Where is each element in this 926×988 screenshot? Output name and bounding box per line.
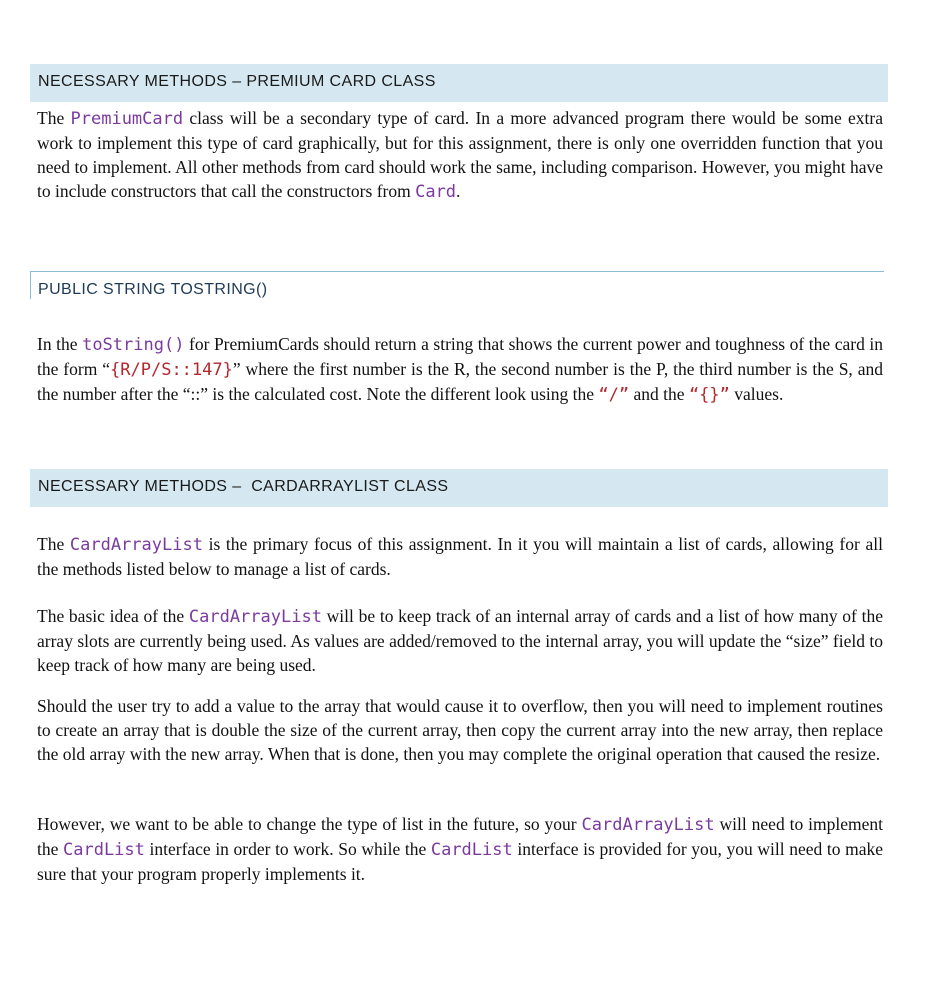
format-example: {R/P/S::147} [110,360,233,380]
text: values. [729,384,784,404]
text: The [37,534,70,554]
text: will need to implement the [37,814,883,859]
text: . [456,181,461,201]
text: will be to keep track of an internal array of cards and a list of how many of the array slots are currently being used. As values are added/removed to the internal array, you will update the “size” field to keep track of how many are being used. [37,606,883,675]
section-header-premium-card-text: NECESSARY METHODS – PREMIUM CARD CLASS [38,73,436,90]
section-header-cardarraylist [30,469,888,507]
code-cardarraylist: CardArrayList [69,535,203,555]
section-header-tostring [30,271,884,299]
text: interface in order to work. So while the [144,839,431,859]
slash-literal: “/” [598,385,630,405]
code-tostring: toString() [82,335,185,355]
code-premiumcard: PremiumCard [70,109,184,129]
code-cardarraylist: CardArrayList [188,607,322,627]
braces-literal: “{}” [688,385,730,405]
section-header-premium-card [30,64,888,102]
resize-paragraph [37,694,883,766]
text: for PremiumCards should return a string that shows the current power and toughness of the card in the form “ [37,334,883,379]
text: class will be a secondary type of card. In a more advanced program there would be some extra work to implement this type of card graphically, but for this assignment, there is only one overridden function that you need to implement. All other methods from card should work the same, including comparison. However, you might have to include constructors that call the constructors from [37,108,883,201]
text: Should the user try to add a value to the array that would cause it to overflow, then you will need to implement routines to create an array that is double the size of the current array, then copy the current array into the new array, then replace the old array with the new array. When that is done, then you may complete the original operation that caused the resize. [37,696,883,764]
text: ” where the first number is the R, the second number is the P, the third number is the S, and the number after the “::” is the calculated cost. Note the different look using the [37,359,884,404]
cardarraylist-intro-paragraph [37,532,883,581]
interface-paragraph [37,812,883,886]
premium-card-paragraph [37,106,883,204]
text: In the [37,334,83,354]
basic-idea-paragraph [37,604,883,677]
text: The basic idea of the [37,606,189,626]
code-cardlist: CardList [63,840,145,860]
code-cardlist: CardList [430,840,513,860]
text: and the [629,384,689,404]
section-header-tostring-text: PUBLIC STRING TOSTRING() [38,281,268,298]
text: interface is provided for you, you will need to make sure that your program properly implements it. [37,839,883,884]
code-card: Card [415,182,457,202]
text: However, we want to be able to change the type of list in the future, so your [37,814,582,834]
text: The [37,108,71,128]
code-cardarraylist: CardArrayList [581,815,715,835]
tostring-paragraph [37,332,883,407]
section-header-cardarraylist-text: NECESSARY METHODS – CARDARRAYLIST CLASS [38,478,449,495]
text: is the primary focus of this assignment. In it you will maintain a list of cards, allowing for all the methods listed below to manage a list of cards. [37,534,883,579]
